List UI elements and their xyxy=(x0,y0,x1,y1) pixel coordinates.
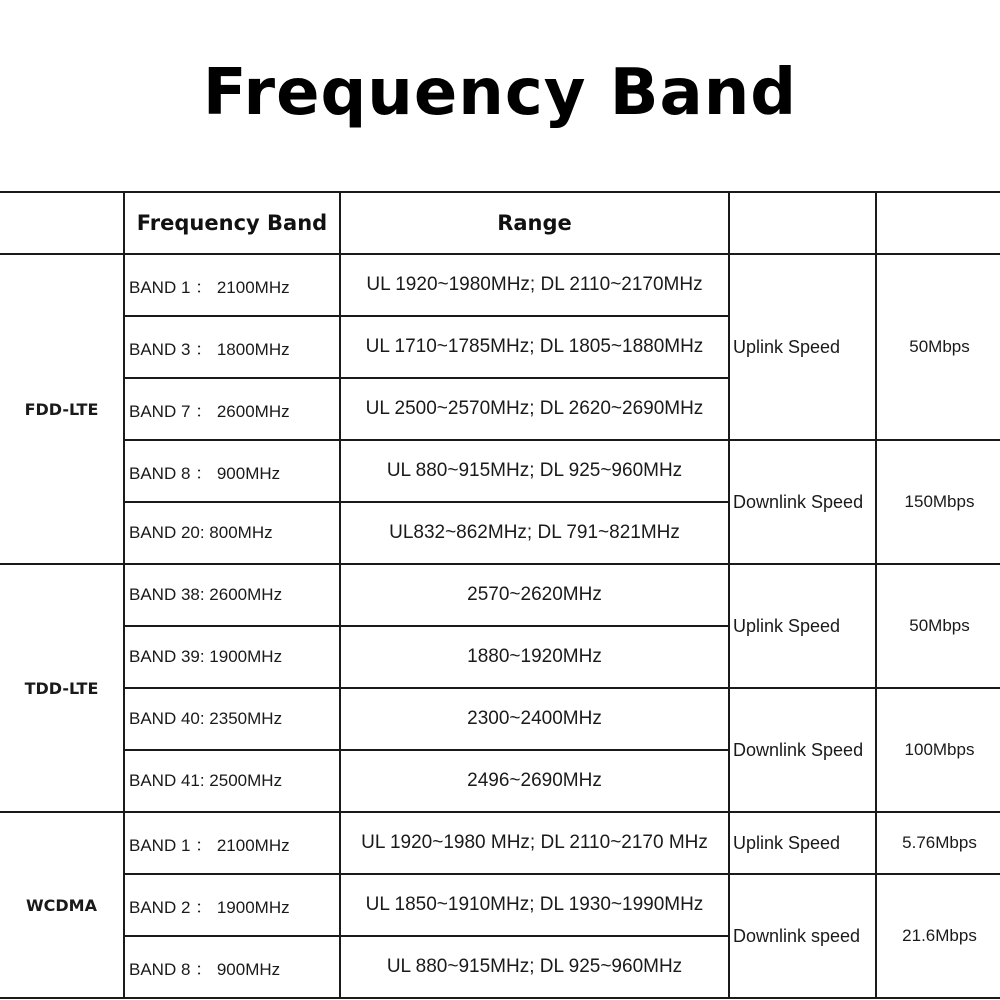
range-cell: 2496~2690MHz xyxy=(340,750,729,812)
table-row xyxy=(0,688,1000,750)
table-header-row xyxy=(0,192,1000,254)
band-cell: BAND 38: 2600MHz xyxy=(124,564,340,626)
band-cell: BAND 1 ： 2100MHz xyxy=(124,254,340,316)
range-cell: 2570~2620MHz xyxy=(340,564,729,626)
range-cell: UL 1710~1785MHz; DL 1805~1880MHz xyxy=(340,316,729,378)
group-label-fdd-lte: FDD-LTE xyxy=(0,254,124,564)
speed-label-cell: Downlink speed xyxy=(729,874,876,998)
range-cell: 1880~1920MHz xyxy=(340,626,729,688)
range-cell: UL 880~915MHz; DL 925~960MHz xyxy=(340,440,729,502)
table-row xyxy=(0,564,1000,626)
group-label-wcdma: WCDMA xyxy=(0,812,124,998)
band-cell: BAND 8 ： 900MHz xyxy=(124,936,340,998)
speed-label-cell: Uplink Speed xyxy=(729,564,876,688)
speed-value-cell: 50Mbps xyxy=(876,564,1000,688)
speed-label-cell: Uplink Speed xyxy=(729,254,876,440)
speed-label-cell: Downlink Speed xyxy=(729,440,876,564)
page-title: Frequency Band xyxy=(202,56,798,130)
header-speed-value xyxy=(876,192,1000,254)
header-group xyxy=(0,192,124,254)
range-cell: 2300~2400MHz xyxy=(340,688,729,750)
speed-label-cell: Downlink Speed xyxy=(729,688,876,812)
band-cell: BAND 8 ： 900MHz xyxy=(124,440,340,502)
range-cell: UL 1850~1910MHz; DL 1930~1990MHz xyxy=(340,874,729,936)
band-cell: BAND 20: 800MHz xyxy=(124,502,340,564)
speed-value-cell: 50Mbps xyxy=(876,254,1000,440)
speed-label-cell: Uplink Speed xyxy=(729,812,876,874)
band-cell: BAND 39: 1900MHz xyxy=(124,626,340,688)
speed-value-cell: 150Mbps xyxy=(876,440,1000,564)
range-cell: UL 1920~1980 MHz; DL 2110~2170 MHz xyxy=(340,812,729,874)
band-cell: BAND 1 ： 2100MHz xyxy=(124,812,340,874)
group-label-tdd-lte: TDD-LTE xyxy=(0,564,124,812)
range-cell: UL 2500~2570MHz; DL 2620~2690MHz xyxy=(340,378,729,440)
header-range: Range xyxy=(340,192,729,254)
band-cell: BAND 40: 2350MHz xyxy=(124,688,340,750)
header-speed-label xyxy=(729,192,876,254)
table-row xyxy=(0,874,1000,936)
range-cell: UL 1920~1980MHz; DL 2110~2170MHz xyxy=(340,254,729,316)
range-cell: UL 880~915MHz; DL 925~960MHz xyxy=(340,936,729,998)
table-row xyxy=(0,812,1000,874)
band-cell: BAND 7 ： 2600MHz xyxy=(124,378,340,440)
table-row xyxy=(0,440,1000,502)
header-frequency-band: Frequency Band xyxy=(124,192,340,254)
band-cell: BAND 3 ： 1800MHz xyxy=(124,316,340,378)
speed-value-cell: 100Mbps xyxy=(876,688,1000,812)
table-row xyxy=(0,254,1000,316)
band-cell: BAND 2 ： 1900MHz xyxy=(124,874,340,936)
speed-value-cell: 5.76Mbps xyxy=(876,812,1000,874)
band-cell: BAND 41: 2500MHz xyxy=(124,750,340,812)
speed-value-cell: 21.6Mbps xyxy=(876,874,1000,998)
range-cell: UL832~862MHz; DL 791~821MHz xyxy=(340,502,729,564)
frequency-band-table xyxy=(0,191,1000,999)
